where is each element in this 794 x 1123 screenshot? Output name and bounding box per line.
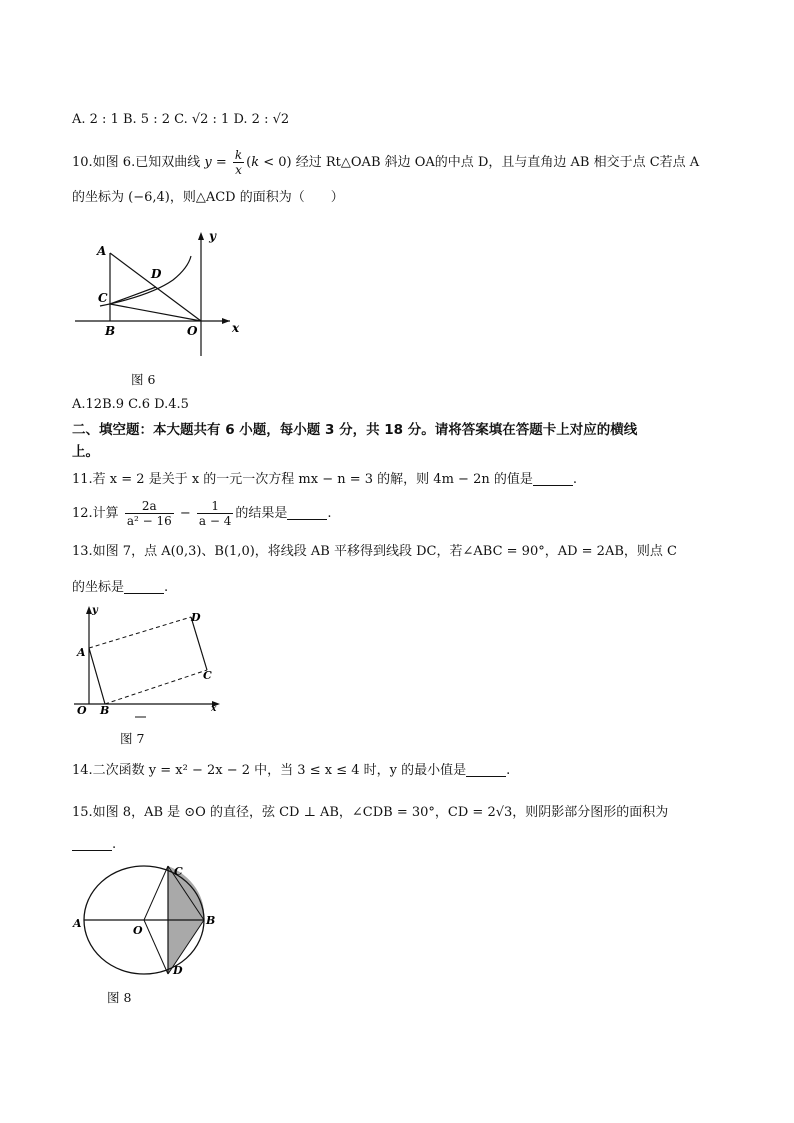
q10-line1-start: 10.如图 6.已知双曲线 xyxy=(72,155,205,170)
q12-f1-den: a² − 16 xyxy=(126,514,172,528)
q15-end: . xyxy=(112,837,117,852)
fig7-label-d: D xyxy=(191,611,201,624)
fig6-segment-co xyxy=(110,304,201,321)
q10-options: A.12B.9 C.6 D.4.5 xyxy=(72,397,189,412)
section2-heading-line1: 二、填空题：本大题共有 6 小题，每小题 3 分，共 18 分。请将答案填在答题卡上对应的横线 xyxy=(72,422,638,438)
q9-options: A. 2 : 1 B. 5 : 2 C. √2 : 1 D. 2 : √2 xyxy=(72,112,290,127)
q10-line1: 10.如图 6.已知双曲线 y = $\frac{k}{x}$ (k < 0) 经过 Rt△OAB 斜边 OA的中点 D，且与直角边 AB 相交于点 C若点 A xyxy=(72,148,700,177)
q13-line1: 13.如图 7，点 A(0,3)、B(1,0)，将线段 AB 平移得到线段 DC，若∠ABC = 90°，AD = 2AB，则点 C xyxy=(72,544,677,559)
fig6-label-y: y xyxy=(209,229,216,243)
fig8-label-o: O xyxy=(133,924,143,937)
figure-8-caption: 图 8 xyxy=(107,990,132,1005)
fig6-label-a: A xyxy=(97,244,107,258)
q14-end: . xyxy=(506,763,511,778)
fig6-segment-cd xyxy=(110,287,156,304)
q14 xyxy=(72,761,510,781)
fig7-label-x: x xyxy=(211,704,217,714)
q12-fraction-2 xyxy=(197,499,233,528)
fig8-label-c: C xyxy=(174,865,183,878)
figure-7-caption: 图 7 xyxy=(120,731,145,746)
q11-answer-blank[interactable] xyxy=(533,471,573,486)
q12-answer-blank[interactable] xyxy=(287,505,327,520)
figure-7 xyxy=(70,603,230,721)
q13-line2 xyxy=(72,578,168,598)
fig7-label-a: A xyxy=(77,646,86,659)
figure-6-caption: 图 6 xyxy=(131,372,156,387)
fig6-x-arrow-icon xyxy=(222,318,230,324)
fig8-segment-oc xyxy=(144,866,168,920)
q13-end: . xyxy=(164,580,169,595)
figure-8 xyxy=(70,857,220,983)
fig7-segment-ab xyxy=(89,648,105,704)
fig6-y-arrow-icon xyxy=(198,232,204,240)
q13-answer-blank[interactable] xyxy=(124,579,164,594)
fig8-label-a: A xyxy=(73,917,82,930)
fig7-label-y: y xyxy=(92,605,98,616)
q12-minus: − xyxy=(175,506,195,521)
q12-f2-den: a − 4 xyxy=(198,514,232,528)
fig6-label-o: O xyxy=(187,324,198,338)
fig7-segment-ad xyxy=(89,617,191,648)
q11-text: 11.若 x = 2 是关于 x 的一元一次方程 mx − n = 3 的解，则 4m − 2n 的值是 xyxy=(72,472,533,487)
q12-suffix: 的结果是 xyxy=(235,506,288,521)
q12 xyxy=(72,497,332,531)
q13-line2-text: 的坐标是 xyxy=(72,580,125,595)
fig6-label-b: B xyxy=(105,324,116,338)
fig6-label-c: C xyxy=(98,291,108,305)
q10-line2: 的坐标为 (−6,4)，则△ACD 的面积为（ ） xyxy=(72,190,344,205)
fig6-hyperbola xyxy=(100,256,191,306)
q12-end: . xyxy=(327,506,332,521)
fig7-segment-dc xyxy=(191,617,207,670)
fig8-label-d: D xyxy=(173,964,183,977)
q12-prefix: 12.计算 xyxy=(72,506,123,521)
q10-fraction: $\frac{k}{x}$ xyxy=(234,148,243,177)
q11 xyxy=(72,470,577,490)
q15-answer-blank[interactable] xyxy=(72,836,112,851)
q10-line1-end: 经过 Rt△OAB 斜边 OA的中点 D，且与直角边 AB 相交于点 C若点 A xyxy=(291,155,700,170)
fig6-label-d: D xyxy=(151,267,162,281)
q11-end: . xyxy=(572,472,577,487)
q12-f1-num: 2a xyxy=(125,499,174,514)
q15-line1: 15.如图 8，AB 是 ⊙O 的直径，弦 CD ⊥ AB，∠CDB = 30°，CD = 2√3，则阴影部分图形的面积为 xyxy=(72,805,669,820)
fig8-segment-od xyxy=(144,920,168,974)
section2-heading-line2: 上。 xyxy=(72,444,99,460)
q12-f2-num: 1 xyxy=(197,499,233,514)
fig8-label-b: B xyxy=(206,914,216,927)
q15-line2 xyxy=(72,835,116,855)
fig7-label-b: B xyxy=(100,704,110,717)
fig7-segment-bc xyxy=(105,670,207,704)
q12-fraction-1 xyxy=(125,499,174,528)
fig7-label-o: O xyxy=(77,704,87,717)
fig6-label-x: x xyxy=(232,321,240,335)
q14-text: 14.二次函数 y = x² − 2x − 2 中，当 3 ≤ x ≤ 4 时，y 的最小值是 xyxy=(72,763,467,778)
fig7-label-c: C xyxy=(203,669,212,682)
q14-answer-blank[interactable] xyxy=(466,762,506,777)
figure-6 xyxy=(70,228,250,363)
